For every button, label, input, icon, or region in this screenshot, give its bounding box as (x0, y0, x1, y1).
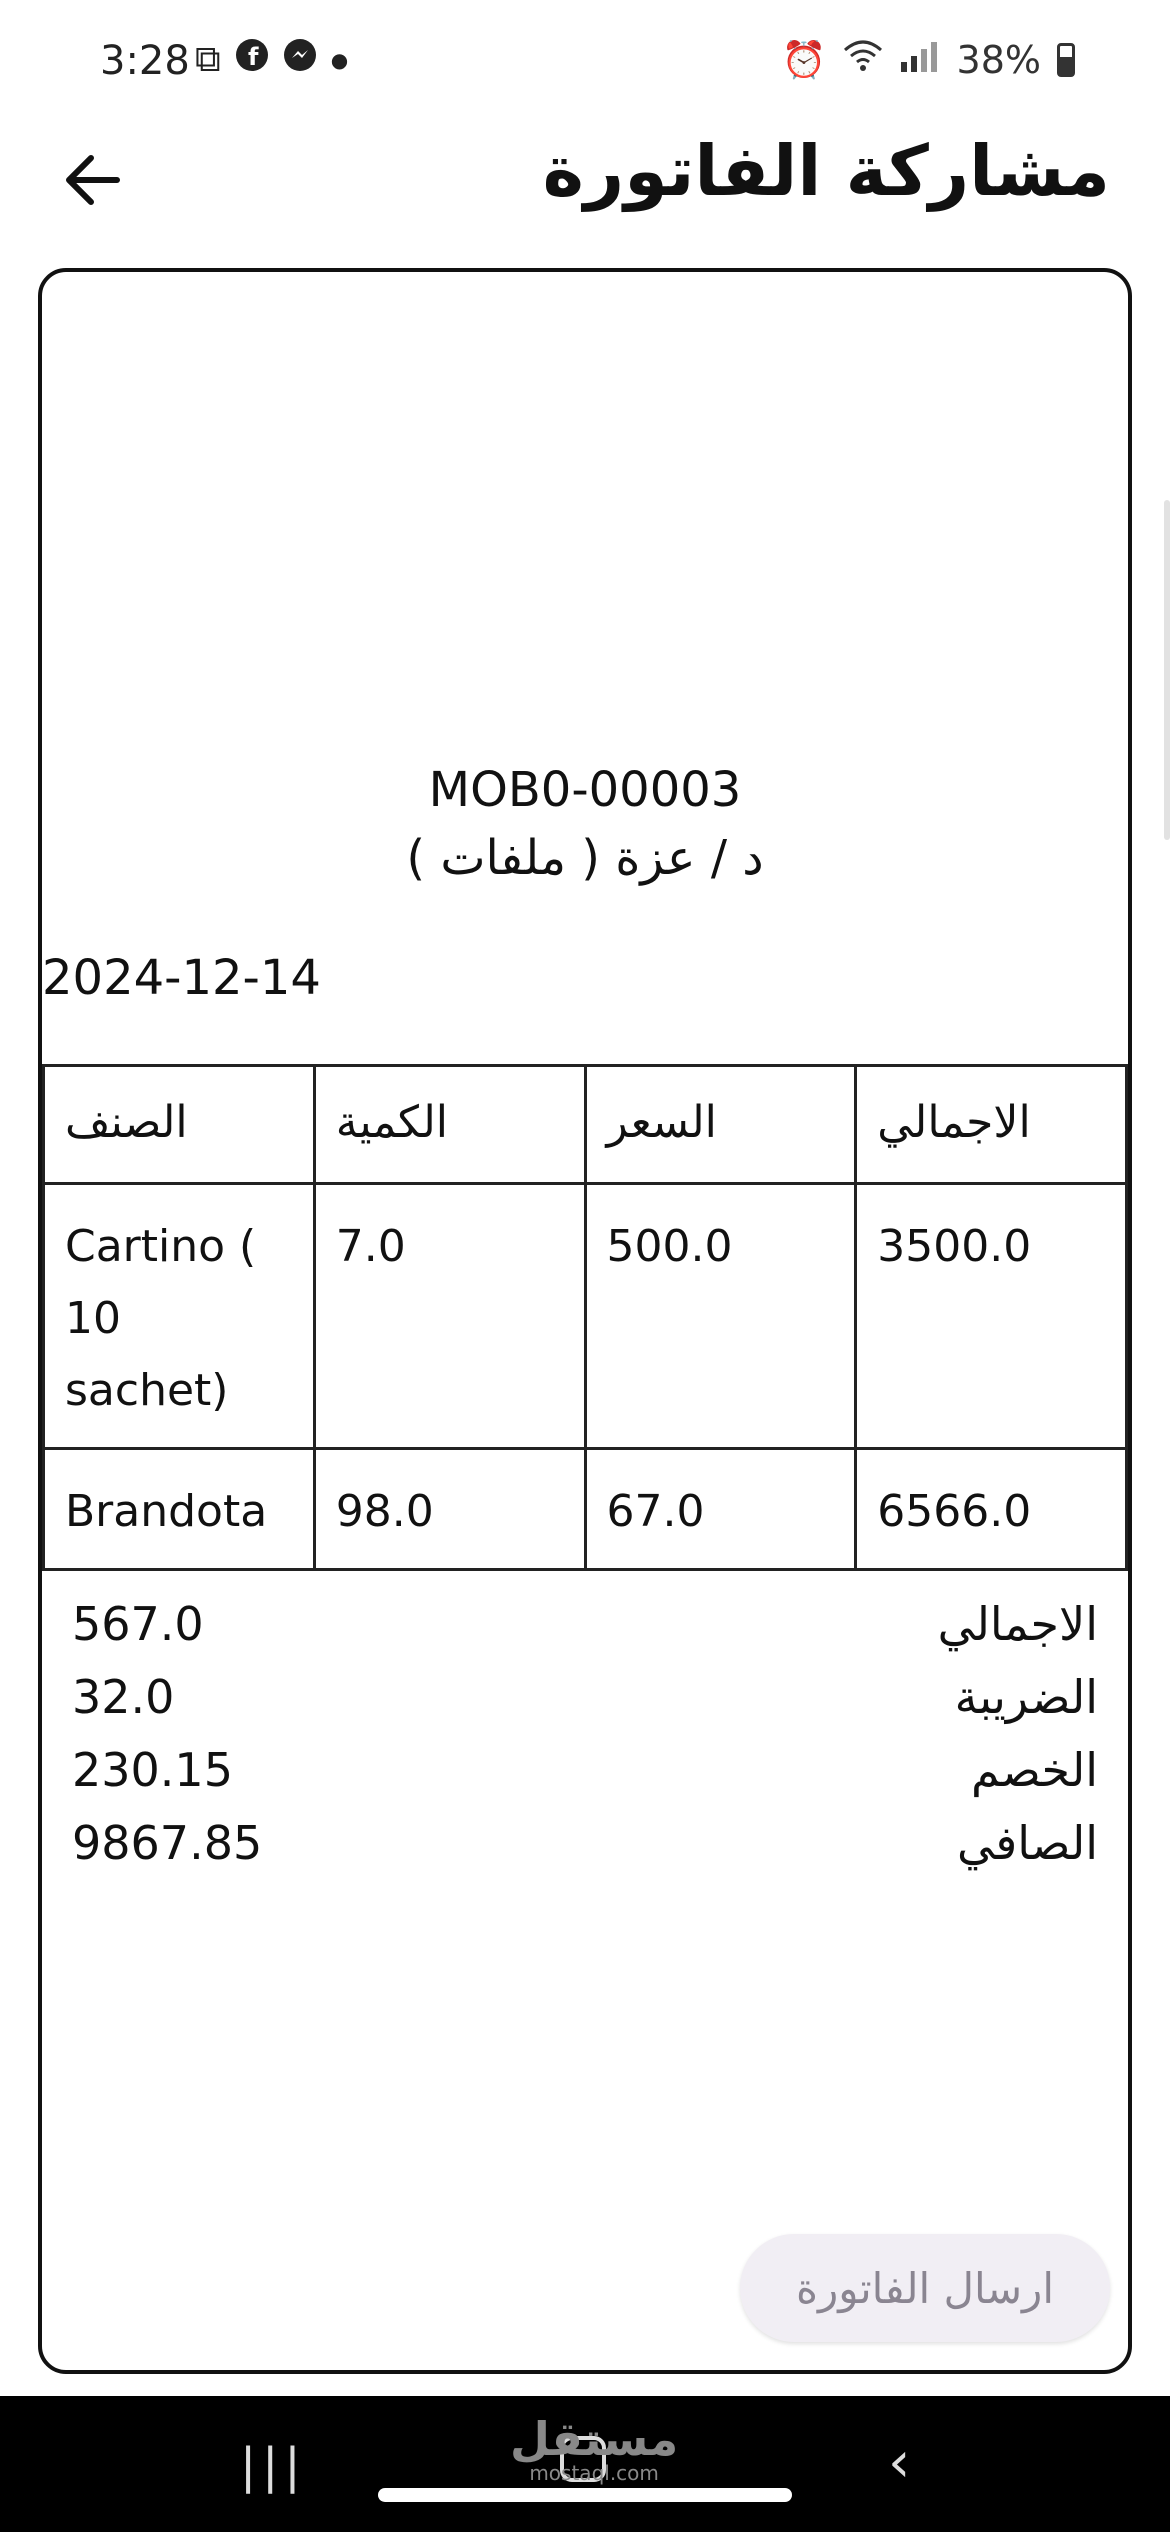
cell-price: 67.0 (585, 1449, 856, 1570)
cell-total: 3500.0 (856, 1184, 1127, 1449)
alarm-icon: ⏰ (781, 40, 827, 81)
page-title: مشاركة الفاتورة (542, 130, 1110, 212)
cell-price: 500.0 (585, 1184, 856, 1449)
recents-button[interactable]: ||| (240, 2438, 307, 2494)
status-left-icons (195, 38, 348, 81)
summary-row-tax (72, 1670, 1098, 1743)
summary-row-total (72, 1597, 1098, 1670)
summary-value: 230.15 (72, 1743, 233, 1797)
status-right (782, 38, 1075, 82)
column-header-qty: الكمية (314, 1066, 585, 1184)
dot-icon: ● (330, 47, 349, 72)
cell-qty: 98.0 (314, 1449, 585, 1570)
summary-label: الصافي (956, 1816, 1098, 1870)
summary-row-net (72, 1816, 1098, 1889)
back-nav-button[interactable]: ‹ (888, 2430, 911, 2495)
watermark-logo: مستقل (510, 2412, 679, 2466)
cell-total: 6566.0 (856, 1449, 1127, 1570)
items-table (42, 1064, 1128, 1571)
screenshot-icon: ⧉ (195, 38, 221, 80)
facebook-icon (235, 38, 269, 81)
table-header-row (44, 1066, 1127, 1184)
summary-label: الاجمالي (937, 1597, 1098, 1651)
cell-qty: 7.0 (314, 1184, 585, 1449)
column-header-item: الصنف (44, 1066, 315, 1184)
summary-value: 32.0 (72, 1670, 175, 1724)
battery-percent: 38% (956, 38, 1041, 82)
messenger-icon (283, 38, 317, 81)
status-bar (0, 0, 1170, 120)
status-time: 3:28 (100, 38, 190, 84)
watermark-url: mostaql.com (529, 2461, 659, 2485)
send-invoice-button[interactable]: ارسال الفاتورة (740, 2234, 1110, 2342)
watermark (510, 2412, 679, 2485)
app-bar (0, 120, 1170, 240)
battery-icon (1057, 43, 1075, 77)
invoice-card (38, 268, 1132, 2374)
summary-label: الخصم (971, 1743, 1098, 1797)
invoice-number: MOB0-00003 (428, 762, 742, 818)
customer-name: د / عزة ( ملفات ) (406, 830, 764, 886)
column-header-price: السعر (585, 1066, 856, 1184)
summary-row-discount (72, 1743, 1098, 1816)
invoice-date: 2024-12-14 (42, 950, 321, 1006)
cell-item: Brandota (44, 1449, 315, 1570)
wifi-icon (843, 40, 883, 81)
back-arrow-icon[interactable] (55, 140, 135, 220)
system-nav-bar (0, 2396, 1170, 2532)
signal-icon (899, 40, 941, 81)
summary-label: الضريبة (954, 1670, 1098, 1724)
gesture-handle[interactable] (378, 2488, 792, 2502)
invoice-summary (72, 1597, 1098, 1889)
scrollbar[interactable] (1164, 500, 1170, 840)
svg-text:f: f (247, 43, 259, 71)
table-row (44, 1184, 1127, 1449)
summary-value: 9867.85 (72, 1816, 263, 1870)
table-row (44, 1449, 1127, 1570)
summary-value: 567.0 (72, 1597, 204, 1651)
cell-item: Cartino ( 10 sachet) (44, 1184, 315, 1449)
column-header-total: الاجمالي (856, 1066, 1127, 1184)
